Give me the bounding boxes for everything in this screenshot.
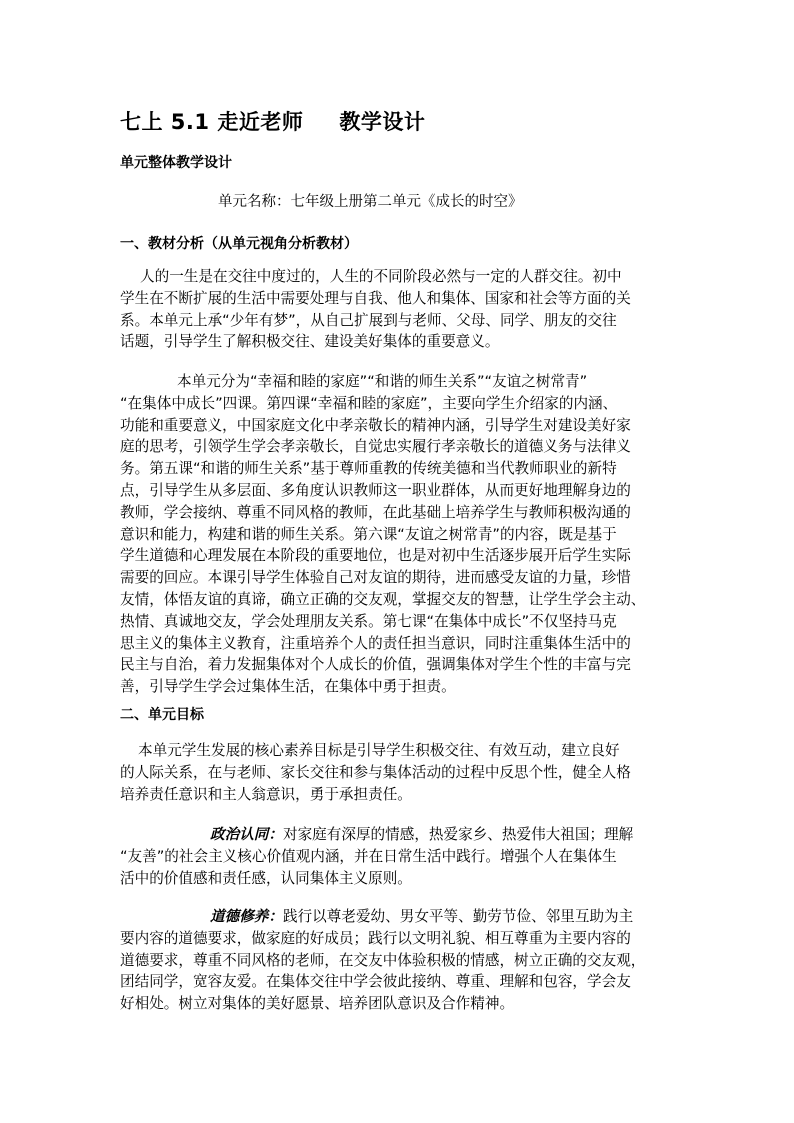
text-line: 庭的思考，引领学生学会孝亲敬长，自觉忠实履行孝亲敬长的道德义务与法律义 — [120, 438, 631, 456]
text-line: 活中的价值感和责任感，认同集体主义原则。 — [120, 869, 412, 887]
moral-cultivation-label: 道德修养： — [210, 908, 283, 925]
text-line: “在集体中成长”四课。第四课“幸福和睦的家庭”，主要向学生介绍家的内涵、 — [120, 394, 618, 412]
moral-cultivation-text: 践行以尊老爱幼、男女平等、勤劳节俭、邻里互助为主 — [282, 908, 634, 925]
text-line: 热情、真诚地交友，学会处理朋友关系。第七课“在集体中成长”不仅坚持马克 — [120, 612, 617, 630]
text-line: 意识和能力，构建和谐的师生关系。第六课“友谊之树常青”的内容，既是基于 — [120, 525, 617, 543]
text-line: 友情，体悟友谊的真谛，确立正确的交友观，掌握交友的智慧，让学生学会主动、 — [120, 590, 646, 608]
text-line: 人的一生是在交往中度过的，人生的不同阶段必然与一定的人群交往。初中 — [140, 268, 622, 285]
text-line: 培养责任意识和主人翁意识，勇于承担责任。 — [120, 785, 412, 803]
text-line: 需要的回应。本课引导学生体验自己对友谊的期待，进而感受友谊的力量，珍惜 — [120, 569, 631, 587]
paragraph-moral-cultivation — [120, 906, 676, 1015]
text-line: 本单元分为“幸福和睦的家庭”“和谐的师生关系”“友谊之树常青” — [177, 373, 588, 390]
text-line — [120, 824, 676, 846]
section-heading-material-analysis: 一、教材分析（从单元视角分析教材） — [120, 236, 358, 252]
political-identity-label: 政治认同： — [210, 826, 283, 843]
title-design: 教学设计 — [339, 110, 426, 134]
text-line: 道德要求，尊重不同风格的老师，在交友中体验积极的情感，树立正确的交友观， — [120, 951, 646, 969]
paragraph-core-goals — [120, 740, 676, 805]
section-heading-unit-goals: 二、单元目标 — [120, 707, 204, 723]
paragraph-political-identity — [120, 824, 676, 889]
text-line: 的人际关系，在与老师、家长交往和参与集体活动的过程中反思个性，健全人格 — [120, 763, 631, 781]
paragraph-unit-structure — [120, 371, 676, 698]
political-identity-text: 对家庭有深厚的情感，热爱家乡、热爱伟大祖国；理解 — [282, 826, 634, 843]
text-line: 务。第五课“和谐的师生关系”基于尊师重教的传统美德和当代教师职业的新特 — [120, 460, 617, 478]
text-line: 学生在不断扩展的生活中需要处理与自我、他人和集体、国家和社会等方面的关 — [120, 289, 631, 307]
text-line: 思主义的集体主义教育，注重培养个人的责任担当意识，同时注重集体生活中的 — [120, 634, 631, 652]
page-title — [120, 106, 425, 136]
document-subtitle: 单元整体教学设计 — [120, 155, 232, 171]
text-line: 好相处。树立对集体的美好愿景、培养团队意识及合作精神。 — [120, 995, 515, 1013]
text-line: 功能和重要意义，中国家庭文化中孝亲敬长的精神内涵，引导学生对建设美好家 — [120, 416, 631, 434]
text-line: 系。本单元上承“少年有梦”，从自己扩展到与老师、父母、同学、朋友的交往 — [120, 311, 617, 329]
text-line: 要内容的道德要求，做家庭的好成员；践行以文明礼貌、相互尊重为主要内容的 — [120, 929, 631, 947]
text-line: 点，引导学生从多层面、多角度认识教师这一职业群体，从而更好地理解身边的 — [120, 481, 631, 499]
text-line: 学生道德和心理发展在本阶段的重要地位，也是对初中生活逐步展开后学生实际 — [120, 547, 631, 565]
text-line: 教师，学会接纳、尊重不同风格的教师，在此基础上培养学生与教师积极沟通的 — [120, 503, 631, 521]
text-line: 民主与自治，着力发掘集体对个人成长的价值，强调集体对学生个性的丰富与完 — [120, 656, 631, 674]
text-line: “友善”的社会主义核心价值观内涵，并在日常生活中践行。增强个人在集体生 — [120, 847, 617, 865]
paragraph-intro — [120, 266, 676, 353]
text-line — [120, 906, 676, 928]
text-line: 话题，引导学生了解积极交往、建设美好集体的重要意义。 — [120, 333, 500, 351]
unit-name: 单元名称：七年级上册第二单元《成长的时空》 — [218, 194, 523, 210]
title-lesson: 七上 5.1 走近老师 — [120, 110, 304, 134]
text-line: 善，引导学生学会过集体生活，在集体中勇于担责。 — [120, 678, 456, 696]
text-line: 本单元学生发展的核心素养目标是引导学生积极交往、有效互动，建立良好 — [138, 742, 620, 759]
text-line: 团结同学，宽容友爱。在集体交往中学会彼此接纳、尊重、理解和包容，学会友 — [120, 973, 631, 991]
